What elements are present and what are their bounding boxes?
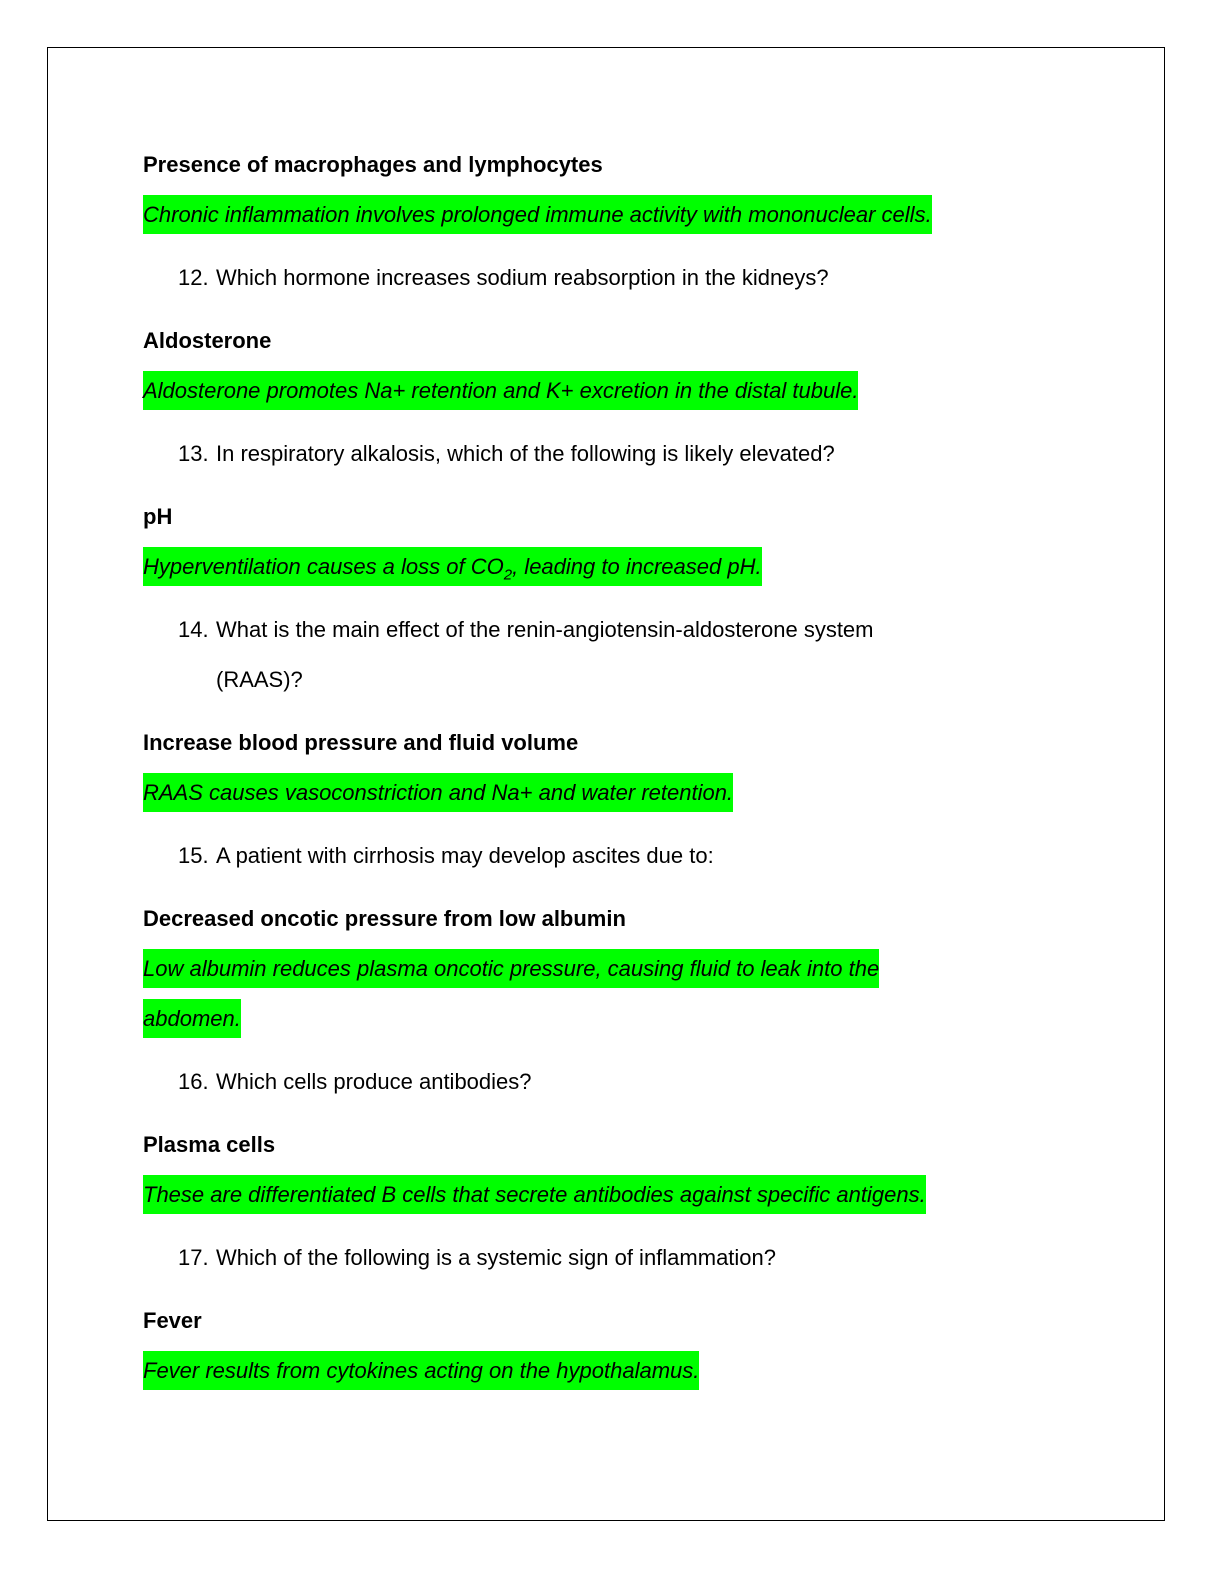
question-16 bbox=[143, 1057, 1083, 1107]
rationale-15 bbox=[143, 944, 1083, 994]
question-14-continued: (RAAS)? bbox=[216, 667, 303, 692]
question-text: In respiratory alkalosis, which of the following is likely elevated? bbox=[216, 441, 835, 466]
question-number: 16. bbox=[178, 1069, 209, 1094]
rationale-13 bbox=[143, 542, 1083, 592]
highlight: Low albumin reduces plasma oncotic pressure, causing fluid to leak into the bbox=[143, 949, 879, 988]
highlight: These are differentiated B cells that secrete antibodies against specific antigens. bbox=[143, 1175, 926, 1214]
question-number: 13. bbox=[178, 441, 209, 466]
highlight: RAAS causes vasoconstriction and Na+ and water retention. bbox=[143, 773, 733, 812]
rationale-16 bbox=[143, 1170, 1083, 1220]
subscript: 2 bbox=[503, 566, 513, 584]
question-text: Which of the following is a systemic sign of inflammation? bbox=[216, 1245, 777, 1270]
highlight: Chronic inflammation involves prolonged immune activity with mononuclear cells. bbox=[143, 195, 932, 234]
rationale-17 bbox=[143, 1346, 1083, 1396]
answer-17: Fever bbox=[143, 1308, 202, 1333]
question-17 bbox=[143, 1233, 1083, 1283]
rationale-12 bbox=[143, 366, 1083, 416]
rationale-11 bbox=[143, 190, 1083, 240]
answer-15: Decreased oncotic pressure from low albumin bbox=[143, 906, 626, 931]
question-12 bbox=[143, 253, 1083, 303]
question-number: 12. bbox=[178, 265, 209, 290]
answer-14: Increase blood pressure and fluid volume bbox=[143, 730, 579, 755]
question-text: Which cells produce antibodies? bbox=[216, 1069, 532, 1094]
highlight: abdomen. bbox=[143, 999, 241, 1038]
answer-16: Plasma cells bbox=[143, 1132, 276, 1157]
question-14 bbox=[143, 605, 1083, 655]
rationale-15-continued bbox=[143, 994, 1083, 1044]
answer-11: Presence of macrophages and lymphocytes bbox=[143, 152, 603, 177]
question-15 bbox=[143, 831, 1083, 881]
highlight bbox=[143, 547, 762, 586]
question-text: What is the main effect of the renin-angiotensin-aldosterone system bbox=[216, 617, 874, 642]
answer-13: pH bbox=[143, 504, 173, 529]
highlight: Aldosterone promotes Na+ retention and K+ excretion in the distal tubule. bbox=[143, 371, 858, 410]
rationale-text-after: , leading to increased pH. bbox=[512, 554, 762, 579]
document-content bbox=[143, 140, 1083, 1396]
question-text: Which hormone increases sodium reabsorption in the kidneys? bbox=[216, 265, 829, 290]
question-number: 14. bbox=[178, 617, 209, 642]
question-13 bbox=[143, 429, 1083, 479]
rationale-text-before: Hyperventilation causes a loss of CO bbox=[143, 554, 504, 579]
question-number: 15. bbox=[178, 843, 209, 868]
answer-12: Aldosterone bbox=[143, 328, 272, 353]
question-text: A patient with cirrhosis may develop ascites due to: bbox=[216, 843, 714, 868]
question-number: 17. bbox=[178, 1245, 209, 1270]
rationale-14 bbox=[143, 768, 1083, 818]
highlight: Fever results from cytokines acting on the hypothalamus. bbox=[143, 1351, 699, 1390]
